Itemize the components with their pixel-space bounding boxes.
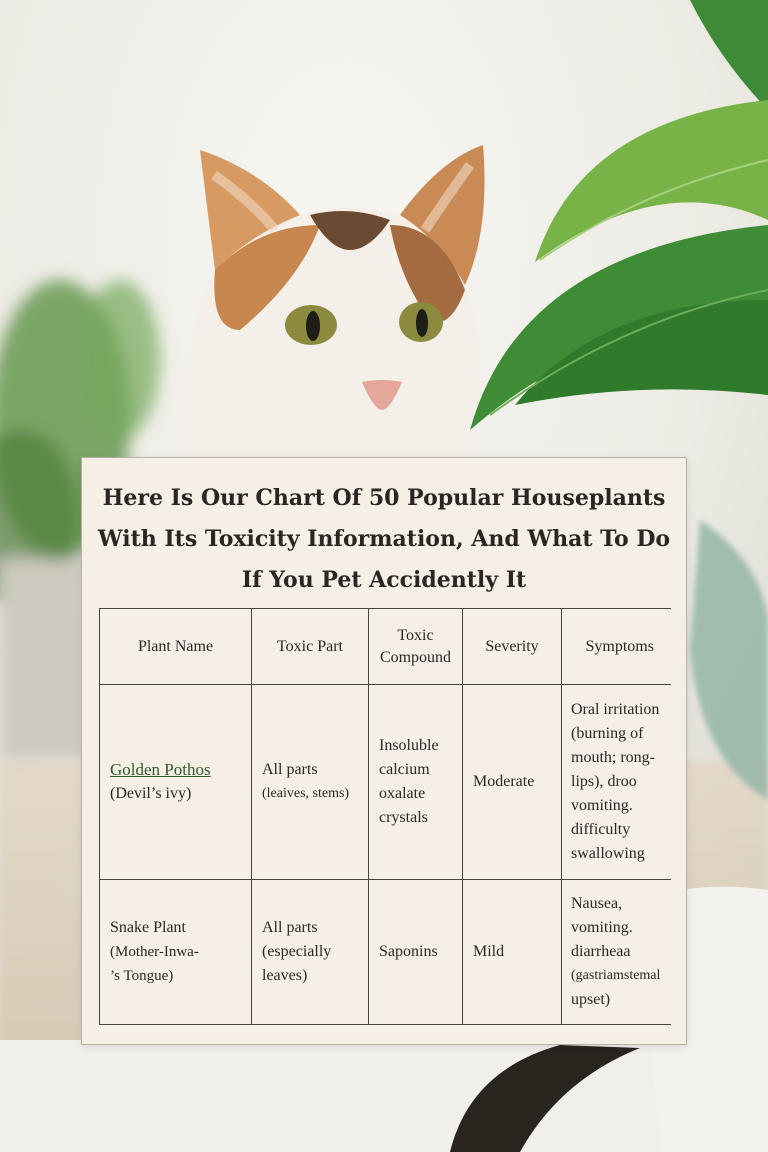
cell-toxic-part bbox=[252, 880, 369, 1025]
toxic-part-line: leaves) bbox=[262, 967, 308, 984]
cell-severity: Moderate bbox=[463, 685, 562, 880]
symptom-line: Nausea, bbox=[571, 895, 623, 912]
header-symptoms: Symptoms bbox=[562, 609, 671, 685]
symptom-line: Oral irritation bbox=[571, 701, 660, 718]
toxic-part-line: All parts bbox=[262, 761, 318, 778]
cell-toxic-part bbox=[252, 685, 369, 880]
toxic-part-line: (especially bbox=[262, 943, 332, 960]
header-severity: Severity bbox=[463, 609, 562, 685]
symptom-line: lips), droo bbox=[571, 773, 637, 790]
toxic-part-line: All parts bbox=[262, 919, 318, 936]
plant-name: Snake Plant bbox=[110, 919, 186, 936]
table-row bbox=[100, 685, 671, 880]
compound-line: Insoluble bbox=[379, 737, 439, 754]
symptom-line: upset) bbox=[571, 991, 611, 1008]
plant-name-link[interactable]: Golden Pothos bbox=[110, 760, 211, 779]
cell-toxic-compound: Saponins bbox=[369, 880, 463, 1025]
cell-symptoms bbox=[562, 685, 671, 880]
table-row bbox=[100, 880, 671, 1025]
compound-line: oxalate bbox=[379, 785, 426, 802]
symptom-line: swallowing bbox=[571, 845, 645, 862]
compound-line: crystals bbox=[379, 809, 428, 826]
compound-line: calcium bbox=[379, 761, 430, 778]
symptom-line: vomiting. bbox=[571, 797, 633, 814]
symptom-line: mouth; rong- bbox=[571, 749, 655, 766]
header-plant-name: Plant Name bbox=[100, 609, 252, 685]
cell-severity: Mild bbox=[463, 880, 562, 1025]
cell-plant-name bbox=[100, 880, 252, 1025]
cell-plant-name bbox=[100, 685, 252, 880]
plant-alias: (Mother-Inwa- bbox=[110, 944, 199, 960]
toxic-part-line: (leaives, stems) bbox=[262, 786, 350, 801]
symptom-line: difficulty bbox=[571, 821, 631, 838]
plant-alias: ’s Tongue) bbox=[110, 968, 174, 984]
cell-symptoms bbox=[562, 880, 671, 1025]
symptom-line: vomiting. bbox=[571, 919, 633, 936]
header-toxic-compound: Toxic Compound bbox=[369, 609, 463, 685]
toxicity-chart-card bbox=[81, 457, 687, 1045]
cell-toxic-compound bbox=[369, 685, 463, 880]
header-toxic-part: Toxic Part bbox=[252, 609, 369, 685]
symptom-line: (burning of bbox=[571, 725, 644, 742]
plant-alias: (Devil’s ivy) bbox=[110, 785, 192, 802]
toxicity-table bbox=[99, 608, 671, 1025]
symptom-line: (gastriamstemal bbox=[571, 968, 661, 983]
symptom-line: diarrheaa bbox=[571, 943, 631, 960]
card-title: Here Is Our Chart Of 50 Popular Houseplants With Its Toxicity Information, And What To Do If You Pet Accidently It bbox=[97, 485, 671, 593]
table-header-row bbox=[100, 609, 671, 685]
